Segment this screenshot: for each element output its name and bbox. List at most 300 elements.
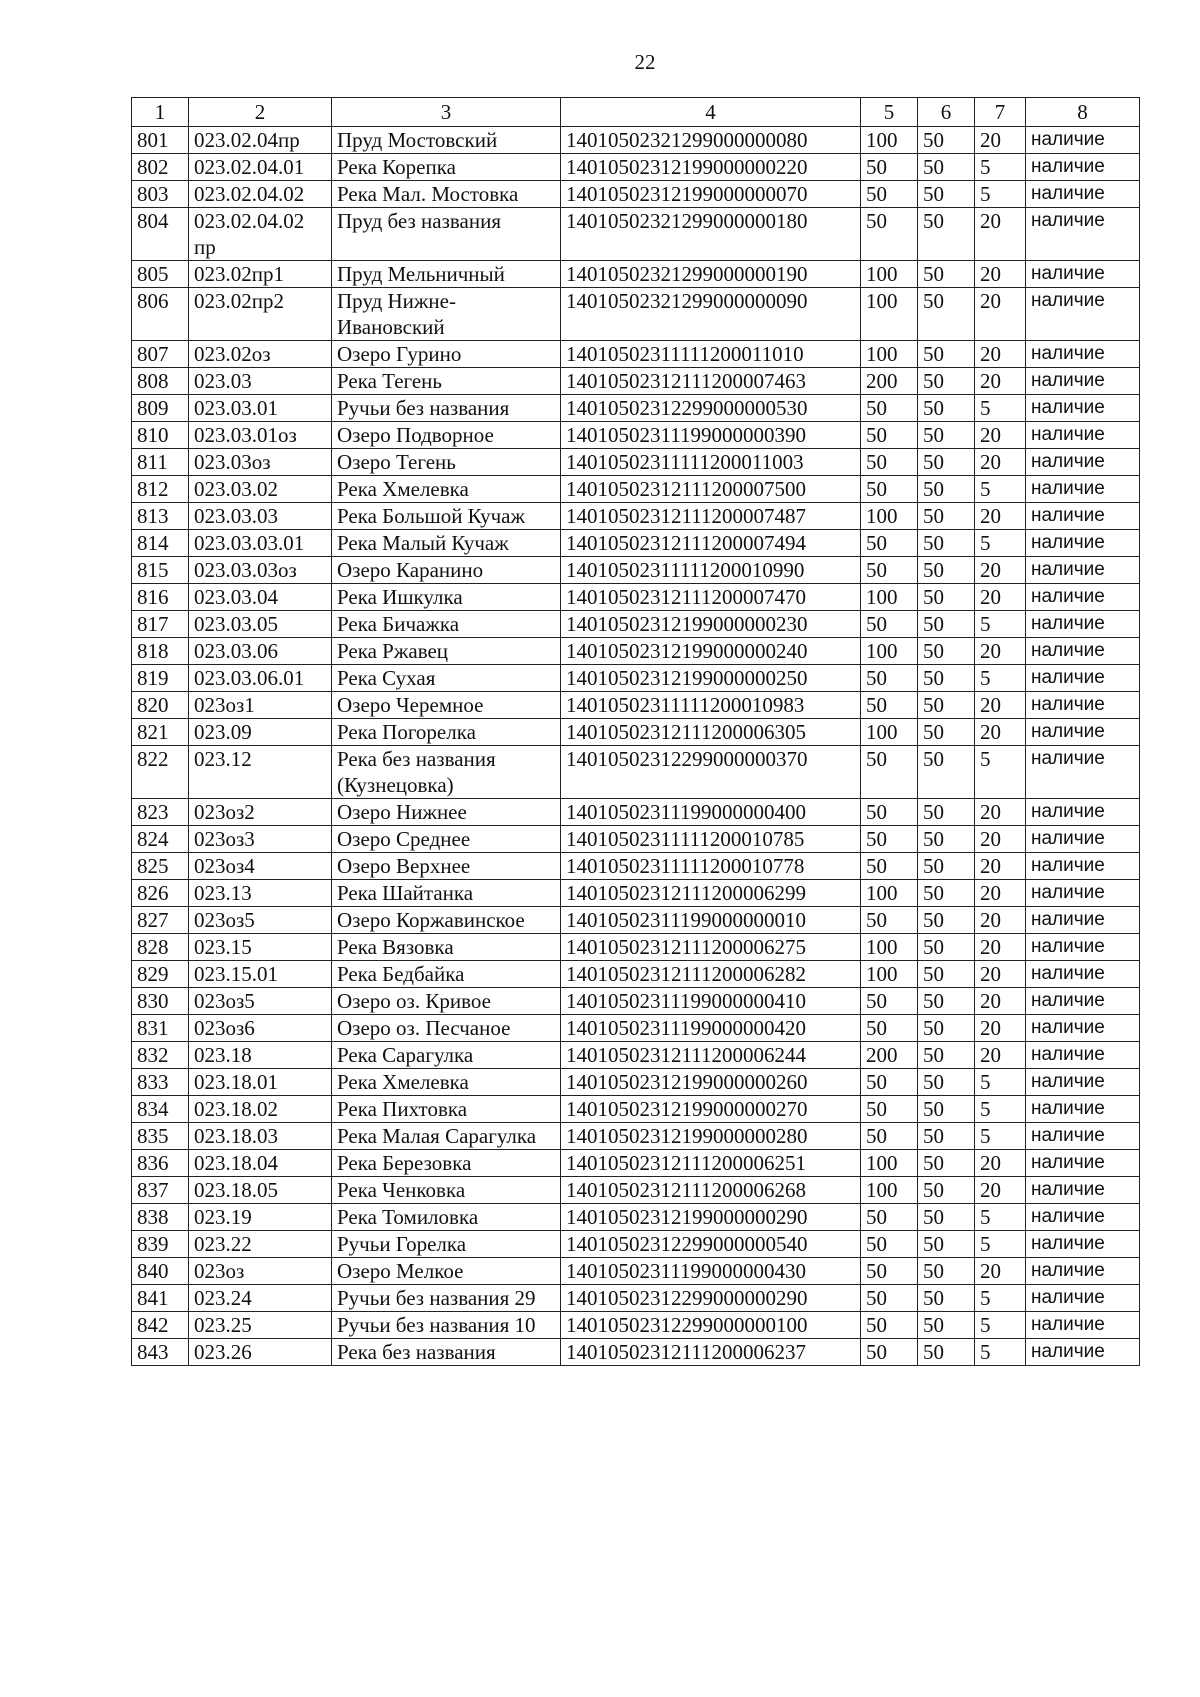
table-row (132, 1015, 1140, 1042)
cell-object-code: 023.02пр1 (189, 261, 332, 288)
cell-value-col7: 5 (975, 395, 1026, 422)
cell-status: наличие (1026, 1042, 1140, 1069)
cell-value-col5: 200 (861, 1042, 918, 1069)
cell-object-code: 023.18.05 (189, 1177, 332, 1204)
cell-registry-code: 14010502312199000000070 (561, 181, 861, 208)
cell-registry-code: 14010502312111200006282 (561, 961, 861, 988)
cell-object-code: 023.03.05 (189, 611, 332, 638)
cell-value-col6: 50 (918, 1015, 975, 1042)
cell-registry-code: 14010502312111200006275 (561, 934, 861, 961)
cell-value-col7: 20 (975, 692, 1026, 719)
cell-object-code: 023.13 (189, 880, 332, 907)
cell-value-col7: 20 (975, 719, 1026, 746)
cell-status: наличие (1026, 476, 1140, 503)
cell-object-name: Пруд Мостовский (332, 127, 561, 154)
cell-row-number: 818 (132, 638, 189, 665)
cell-value-col7: 5 (975, 1339, 1026, 1366)
cell-status: наличие (1026, 1339, 1140, 1366)
cell-registry-code: 14010502312299000000290 (561, 1285, 861, 1312)
cell-object-code: 023.03.03оз (189, 557, 332, 584)
cell-object-code: 023.19 (189, 1204, 332, 1231)
cell-row-number: 840 (132, 1258, 189, 1285)
cell-value-col5: 50 (861, 1123, 918, 1150)
cell-value-col5: 100 (861, 1150, 918, 1177)
cell-status: наличие (1026, 261, 1140, 288)
cell-object-code: 023.03.06.01 (189, 665, 332, 692)
cell-registry-code: 14010502312199000000270 (561, 1096, 861, 1123)
table-row (132, 476, 1140, 503)
cell-object-name: Озеро Мелкое (332, 1258, 561, 1285)
cell-value-col6: 50 (918, 1204, 975, 1231)
page-number: 22 (634, 50, 656, 74)
cell-value-col6: 50 (918, 665, 975, 692)
cell-value-col6: 50 (918, 1339, 975, 1366)
cell-registry-code: 14010502321299000000190 (561, 261, 861, 288)
cell-object-code: 023.02.04.02 пр (189, 208, 332, 261)
cell-value-col7: 5 (975, 530, 1026, 557)
cell-registry-code: 14010502311199000000010 (561, 907, 861, 934)
cell-registry-code: 14010502312299000000370 (561, 746, 861, 799)
cell-row-number: 829 (132, 961, 189, 988)
cell-row-number: 811 (132, 449, 189, 476)
cell-value-col7: 20 (975, 288, 1026, 341)
cell-registry-code: 14010502312111200006244 (561, 1042, 861, 1069)
table-row (132, 665, 1140, 692)
cell-value-col6: 50 (918, 476, 975, 503)
table-row (132, 395, 1140, 422)
cell-object-name: Река Бедбайка (332, 961, 561, 988)
table-body (132, 127, 1140, 1366)
cell-registry-code: 14010502312199000000230 (561, 611, 861, 638)
cell-object-name: Ручьи без названия 10 (332, 1312, 561, 1339)
cell-value-col5: 50 (861, 530, 918, 557)
cell-registry-code: 14010502312111200007487 (561, 503, 861, 530)
cell-value-col6: 50 (918, 853, 975, 880)
cell-object-name: Река Корепка (332, 154, 561, 181)
cell-row-number: 838 (132, 1204, 189, 1231)
cell-value-col6: 50 (918, 154, 975, 181)
cell-row-number: 819 (132, 665, 189, 692)
cell-object-code: 023.18 (189, 1042, 332, 1069)
cell-value-col5: 50 (861, 449, 918, 476)
cell-status: наличие (1026, 127, 1140, 154)
cell-status: наличие (1026, 907, 1140, 934)
cell-row-number: 808 (132, 368, 189, 395)
cell-value-col7: 20 (975, 127, 1026, 154)
cell-value-col7: 20 (975, 880, 1026, 907)
cell-object-code: 023.02оз (189, 341, 332, 368)
cell-object-code: 023.03.01 (189, 395, 332, 422)
cell-row-number: 810 (132, 422, 189, 449)
cell-value-col6: 50 (918, 880, 975, 907)
cell-value-col7: 20 (975, 449, 1026, 476)
cell-status: наличие (1026, 1312, 1140, 1339)
cell-row-number: 813 (132, 503, 189, 530)
cell-registry-code: 14010502312199000000260 (561, 1069, 861, 1096)
cell-value-col6: 50 (918, 799, 975, 826)
cell-registry-code: 14010502312111200006305 (561, 719, 861, 746)
table-row (132, 557, 1140, 584)
cell-value-col6: 50 (918, 341, 975, 368)
cell-object-code: 023.18.04 (189, 1150, 332, 1177)
cell-row-number: 827 (132, 907, 189, 934)
cell-registry-code: 14010502312111200007463 (561, 368, 861, 395)
cell-registry-code: 14010502312111200006268 (561, 1177, 861, 1204)
cell-value-col5: 100 (861, 719, 918, 746)
cell-registry-code: 14010502312111200006237 (561, 1339, 861, 1366)
column-header-1: 1 (132, 98, 189, 127)
header-row (132, 98, 1140, 127)
cell-status: наличие (1026, 584, 1140, 611)
table-row (132, 368, 1140, 395)
cell-value-col5: 50 (861, 422, 918, 449)
cell-object-name: Озеро Гурино (332, 341, 561, 368)
cell-value-col5: 50 (861, 557, 918, 584)
table-row (132, 638, 1140, 665)
cell-value-col7: 20 (975, 638, 1026, 665)
cell-object-name: Озеро оз. Песчаное (332, 1015, 561, 1042)
cell-row-number: 805 (132, 261, 189, 288)
cell-object-code: 023.18.03 (189, 1123, 332, 1150)
cell-row-number: 831 (132, 1015, 189, 1042)
cell-registry-code: 14010502311199000000400 (561, 799, 861, 826)
cell-value-col7: 5 (975, 746, 1026, 799)
cell-status: наличие (1026, 665, 1140, 692)
cell-value-col7: 5 (975, 1231, 1026, 1258)
cell-row-number: 812 (132, 476, 189, 503)
cell-object-name: Река Большой Кучаж (332, 503, 561, 530)
cell-object-code: 023оз (189, 1258, 332, 1285)
cell-registry-code: 14010502311111200010983 (561, 692, 861, 719)
cell-status: наличие (1026, 799, 1140, 826)
cell-row-number: 839 (132, 1231, 189, 1258)
cell-value-col7: 20 (975, 557, 1026, 584)
cell-value-col5: 50 (861, 826, 918, 853)
table-row (132, 584, 1140, 611)
cell-row-number: 828 (132, 934, 189, 961)
cell-status: наличие (1026, 1258, 1140, 1285)
table-row (132, 341, 1140, 368)
cell-value-col5: 100 (861, 503, 918, 530)
cell-value-col6: 50 (918, 261, 975, 288)
cell-value-col6: 50 (918, 988, 975, 1015)
cell-value-col6: 50 (918, 1177, 975, 1204)
cell-value-col6: 50 (918, 719, 975, 746)
cell-object-name: Река Томиловка (332, 1204, 561, 1231)
cell-value-col6: 50 (918, 934, 975, 961)
cell-value-col6: 50 (918, 1258, 975, 1285)
cell-object-name: Река Мал. Мостовка (332, 181, 561, 208)
cell-registry-code: 14010502312299000000540 (561, 1231, 861, 1258)
cell-row-number: 830 (132, 988, 189, 1015)
cell-value-col5: 50 (861, 395, 918, 422)
cell-value-col7: 5 (975, 476, 1026, 503)
cell-status: наличие (1026, 934, 1140, 961)
cell-value-col5: 50 (861, 1015, 918, 1042)
cell-object-name: Озеро Среднее (332, 826, 561, 853)
table-row (132, 1312, 1140, 1339)
cell-row-number: 814 (132, 530, 189, 557)
cell-registry-code: 14010502311199000000390 (561, 422, 861, 449)
cell-value-col5: 100 (861, 961, 918, 988)
cell-value-col5: 50 (861, 1231, 918, 1258)
cell-object-code: 023.25 (189, 1312, 332, 1339)
column-header-5: 5 (861, 98, 918, 127)
cell-row-number: 803 (132, 181, 189, 208)
table-row (132, 288, 1140, 341)
cell-registry-code: 14010502321299000000090 (561, 288, 861, 341)
cell-status: наличие (1026, 1150, 1140, 1177)
cell-registry-code: 14010502312111200006251 (561, 1150, 861, 1177)
cell-value-col5: 100 (861, 638, 918, 665)
cell-value-col6: 50 (918, 746, 975, 799)
cell-object-code: 023.02.04пр (189, 127, 332, 154)
cell-registry-code: 14010502312299000000530 (561, 395, 861, 422)
cell-value-col6: 50 (918, 395, 975, 422)
cell-value-col7: 20 (975, 934, 1026, 961)
cell-object-code: 023.02.04.02 (189, 181, 332, 208)
cell-value-col7: 5 (975, 611, 1026, 638)
table-row (132, 907, 1140, 934)
cell-object-code: 023оз3 (189, 826, 332, 853)
cell-value-col6: 50 (918, 368, 975, 395)
table-row (132, 181, 1140, 208)
cell-object-name: Озеро Коржавинское (332, 907, 561, 934)
cell-value-col7: 20 (975, 826, 1026, 853)
cell-object-code: 023оз6 (189, 1015, 332, 1042)
cell-object-name: Река Березовка (332, 1150, 561, 1177)
cell-value-col7: 5 (975, 1312, 1026, 1339)
cell-object-code: 023.24 (189, 1285, 332, 1312)
cell-row-number: 822 (132, 746, 189, 799)
cell-value-col7: 20 (975, 584, 1026, 611)
cell-object-code: 023.03.04 (189, 584, 332, 611)
cell-status: наличие (1026, 961, 1140, 988)
cell-value-col7: 20 (975, 1042, 1026, 1069)
cell-value-col6: 50 (918, 503, 975, 530)
cell-registry-code: 14010502312111200006299 (561, 880, 861, 907)
cell-row-number: 834 (132, 1096, 189, 1123)
cell-object-code: 023.15 (189, 934, 332, 961)
cell-object-code: 023.02пр2 (189, 288, 332, 341)
cell-value-col5: 50 (861, 611, 918, 638)
column-header-8: 8 (1026, 98, 1140, 127)
cell-row-number: 824 (132, 826, 189, 853)
cell-value-col6: 50 (918, 208, 975, 261)
table-row (132, 1123, 1140, 1150)
cell-value-col6: 50 (918, 1096, 975, 1123)
cell-object-name: Озеро Черемное (332, 692, 561, 719)
cell-value-col5: 50 (861, 1096, 918, 1123)
table-row (132, 799, 1140, 826)
cell-registry-code: 14010502312111200007500 (561, 476, 861, 503)
cell-value-col5: 50 (861, 476, 918, 503)
cell-value-col7: 20 (975, 853, 1026, 880)
cell-object-code: 023оз2 (189, 799, 332, 826)
cell-value-col7: 5 (975, 665, 1026, 692)
table-row (132, 611, 1140, 638)
cell-value-col6: 50 (918, 181, 975, 208)
cell-value-col7: 20 (975, 961, 1026, 988)
table-row (132, 1096, 1140, 1123)
cell-row-number: 833 (132, 1069, 189, 1096)
cell-value-col7: 20 (975, 368, 1026, 395)
cell-row-number: 835 (132, 1123, 189, 1150)
cell-value-col7: 20 (975, 341, 1026, 368)
cell-object-code: 023.03.02 (189, 476, 332, 503)
cell-value-col5: 50 (861, 988, 918, 1015)
table-row (132, 1204, 1140, 1231)
cell-value-col5: 50 (861, 1285, 918, 1312)
cell-value-col5: 50 (861, 1069, 918, 1096)
cell-value-col6: 50 (918, 288, 975, 341)
cell-object-name: Река Тегень (332, 368, 561, 395)
table-row (132, 449, 1140, 476)
cell-value-col5: 100 (861, 584, 918, 611)
cell-registry-code: 14010502311111200010778 (561, 853, 861, 880)
cell-value-col7: 5 (975, 1285, 1026, 1312)
cell-object-code: 023.02.04.01 (189, 154, 332, 181)
cell-status: наличие (1026, 181, 1140, 208)
cell-value-col5: 100 (861, 1177, 918, 1204)
cell-row-number: 804 (132, 208, 189, 261)
column-header-2: 2 (189, 98, 332, 127)
cell-object-name: Река Ишкулка (332, 584, 561, 611)
cell-value-col5: 100 (861, 261, 918, 288)
cell-registry-code: 14010502312199000000240 (561, 638, 861, 665)
cell-object-name: Озеро Каранино (332, 557, 561, 584)
cell-value-col5: 100 (861, 127, 918, 154)
cell-status: наличие (1026, 988, 1140, 1015)
table-row (132, 1069, 1140, 1096)
cell-object-code: 023.18.02 (189, 1096, 332, 1123)
cell-row-number: 832 (132, 1042, 189, 1069)
cell-value-col6: 50 (918, 530, 975, 557)
table-row (132, 1285, 1140, 1312)
cell-value-col7: 5 (975, 181, 1026, 208)
cell-registry-code: 14010502311111200010785 (561, 826, 861, 853)
cell-status: наличие (1026, 611, 1140, 638)
cell-row-number: 820 (132, 692, 189, 719)
cell-row-number: 807 (132, 341, 189, 368)
cell-value-col5: 50 (861, 1339, 918, 1366)
cell-value-col7: 5 (975, 1123, 1026, 1150)
table-row (132, 503, 1140, 530)
table-row (132, 1258, 1140, 1285)
cell-value-col7: 20 (975, 503, 1026, 530)
cell-value-col5: 50 (861, 1204, 918, 1231)
cell-value-col6: 50 (918, 1231, 975, 1258)
table-row (132, 1150, 1140, 1177)
cell-status: наличие (1026, 853, 1140, 880)
cell-object-name: Пруд Нижне-Ивановский (332, 288, 561, 341)
column-header-3: 3 (332, 98, 561, 127)
cell-value-col5: 100 (861, 934, 918, 961)
cell-value-col6: 50 (918, 127, 975, 154)
cell-status: наличие (1026, 1015, 1140, 1042)
cell-object-name: Озеро Подворное (332, 422, 561, 449)
cell-value-col5: 50 (861, 799, 918, 826)
cell-value-col7: 20 (975, 1150, 1026, 1177)
cell-status: наличие (1026, 208, 1140, 261)
cell-registry-code: 14010502311199000000430 (561, 1258, 861, 1285)
cell-value-col6: 50 (918, 584, 975, 611)
table-row (132, 1339, 1140, 1366)
cell-object-name: Река без названия (Кузнецовка) (332, 746, 561, 799)
cell-object-name: Ручьи Горелка (332, 1231, 561, 1258)
cell-registry-code: 14010502311111200011010 (561, 341, 861, 368)
cell-value-col5: 100 (861, 880, 918, 907)
cell-value-col7: 20 (975, 799, 1026, 826)
cell-object-name: Река Погорелка (332, 719, 561, 746)
cell-value-col5: 50 (861, 208, 918, 261)
cell-object-name: Озеро Тегень (332, 449, 561, 476)
cell-row-number: 826 (132, 880, 189, 907)
cell-status: наличие (1026, 880, 1140, 907)
cell-object-name: Река Хмелевка (332, 476, 561, 503)
cell-value-col7: 20 (975, 261, 1026, 288)
cell-object-code: 023.12 (189, 746, 332, 799)
cell-object-name: Ручьи без названия (332, 395, 561, 422)
cell-row-number: 816 (132, 584, 189, 611)
cell-object-name: Река Сухая (332, 665, 561, 692)
cell-value-col7: 5 (975, 1069, 1026, 1096)
cell-status: наличие (1026, 1285, 1140, 1312)
cell-value-col6: 50 (918, 692, 975, 719)
cell-status: наличие (1026, 826, 1140, 853)
cell-value-col5: 50 (861, 1312, 918, 1339)
cell-object-code: 023.26 (189, 1339, 332, 1366)
cell-value-col7: 20 (975, 1015, 1026, 1042)
table-row (132, 422, 1140, 449)
cell-value-col5: 50 (861, 746, 918, 799)
cell-value-col7: 20 (975, 208, 1026, 261)
cell-object-name: Река Малый Кучаж (332, 530, 561, 557)
table-row (132, 988, 1140, 1015)
cell-row-number: 836 (132, 1150, 189, 1177)
cell-status: наличие (1026, 746, 1140, 799)
table-row (132, 934, 1140, 961)
cell-row-number: 815 (132, 557, 189, 584)
cell-value-col5: 50 (861, 853, 918, 880)
cell-registry-code: 14010502312199000000280 (561, 1123, 861, 1150)
cell-object-code: 023оз5 (189, 907, 332, 934)
cell-object-name: Река без названия (332, 1339, 561, 1366)
table-row (132, 746, 1140, 799)
cell-value-col7: 5 (975, 154, 1026, 181)
cell-registry-code: 14010502321299000000080 (561, 127, 861, 154)
cell-value-col6: 50 (918, 449, 975, 476)
cell-object-code: 023.22 (189, 1231, 332, 1258)
cell-value-col7: 20 (975, 422, 1026, 449)
cell-row-number: 842 (132, 1312, 189, 1339)
column-header-4: 4 (561, 98, 861, 127)
cell-row-number: 823 (132, 799, 189, 826)
cell-object-code: 023.18.01 (189, 1069, 332, 1096)
cell-object-code: 023.09 (189, 719, 332, 746)
cell-registry-code: 14010502311199000000410 (561, 988, 861, 1015)
cell-value-col7: 20 (975, 907, 1026, 934)
cell-value-col7: 20 (975, 988, 1026, 1015)
cell-value-col5: 50 (861, 181, 918, 208)
table-row (132, 719, 1140, 746)
cell-object-name: Озеро оз. Кривое (332, 988, 561, 1015)
cell-row-number: 843 (132, 1339, 189, 1366)
table-row (132, 826, 1140, 853)
column-header-6: 6 (918, 98, 975, 127)
table-row (132, 961, 1140, 988)
cell-status: наличие (1026, 1069, 1140, 1096)
